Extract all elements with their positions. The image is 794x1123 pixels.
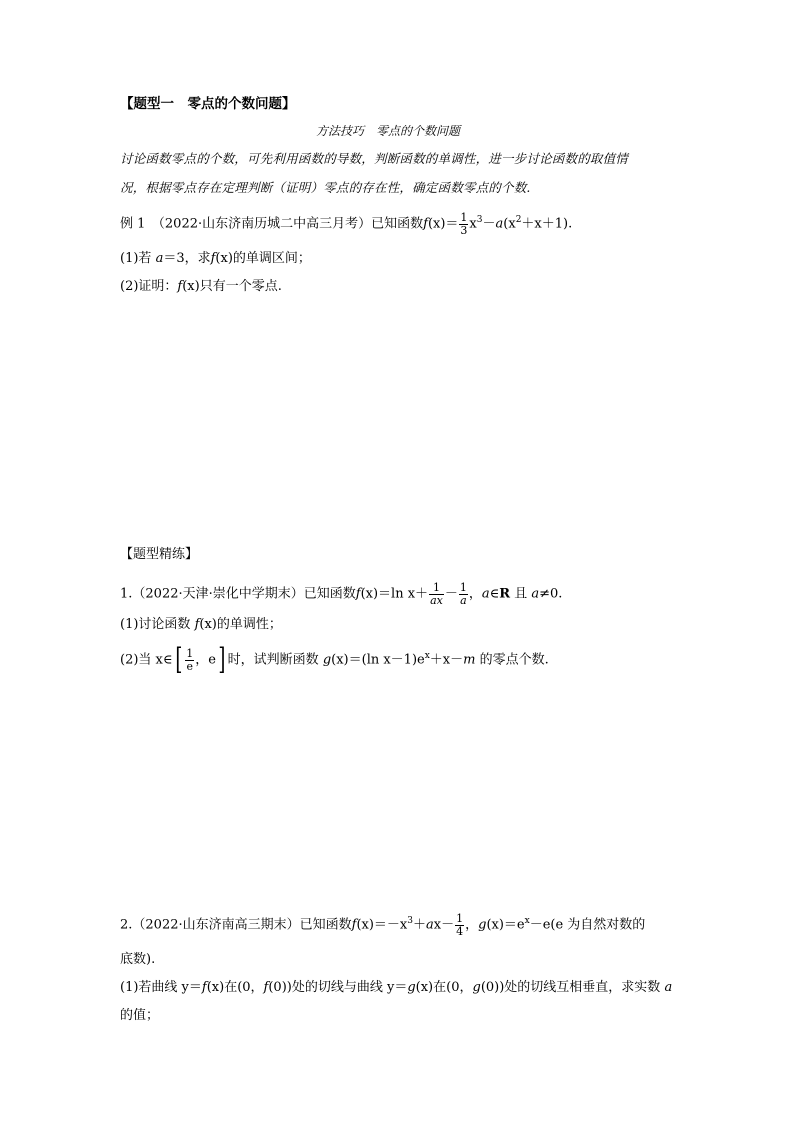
p1q2-g: g [322, 652, 332, 668]
function-eq: (x)＝ [427, 216, 459, 232]
frac-den: 3 [460, 223, 468, 237]
p2-tail: ， [465, 917, 479, 933]
exp-2: 2 [515, 215, 522, 226]
q1-f: f [210, 251, 216, 266]
p2q1-e: (0))处的切线互相垂直，求实数 [480, 980, 665, 995]
p2-exp3: 3 [407, 916, 413, 927]
p2q1-b: (x)在(0， [206, 980, 264, 995]
frac-den: 4 [456, 924, 464, 938]
p1q2-m: m [463, 652, 476, 668]
frac-den: e [186, 659, 193, 673]
example-1-question-1 [120, 251, 311, 267]
frac-den: ax [430, 593, 443, 607]
p1-R: R [499, 586, 511, 602]
p1-minus: － [444, 586, 458, 602]
expr-x: x [469, 216, 477, 232]
practice-title: 【题型精练】 [120, 547, 199, 562]
left-bracket: [ [174, 642, 182, 677]
method-line-2: 况，根据零点存在定理判断（证明）零点的存在性，确定函数零点的个数. [120, 180, 531, 195]
p2q1-g: g [407, 980, 416, 995]
frac-num: 1 [456, 912, 464, 925]
param-a: a [495, 216, 504, 232]
frac-num: 1 [459, 581, 467, 594]
practice-2-line-2: 底数). [120, 952, 156, 967]
practice-2-question-1 [120, 980, 672, 996]
expr-x2: (x [503, 216, 516, 232]
p2q1-d: (x)在(0， [415, 980, 473, 995]
q1-pre: (1)若 [120, 251, 156, 266]
practice-1-statement [120, 582, 562, 606]
frac-num: 1 [186, 646, 194, 660]
example-1-statement [120, 212, 572, 236]
method-title: 方法技巧 零点的个数问题 [316, 124, 461, 138]
p1q2-e: e [208, 652, 216, 668]
frac-num: 1 [460, 211, 468, 224]
expr-minus: － [482, 216, 496, 232]
fraction-one-third [459, 212, 468, 236]
p1q1-pre: (1)讨论函数 [120, 617, 195, 632]
p1q2-comma: ， [195, 652, 209, 668]
practice-1-question-2 [120, 642, 549, 677]
p2q1-a: (1)若曲线 y＝ [120, 980, 202, 995]
p2q1-f2: f [263, 980, 269, 995]
p2-fraction [455, 913, 464, 937]
p2-g: g [478, 917, 487, 933]
p1q2-exp: x [424, 651, 430, 662]
q1-mid: ＝3，求 [163, 251, 211, 266]
practice-2-statement [120, 913, 645, 937]
p2q1-g2: g [472, 980, 481, 995]
p1q2-last: 的零点个数. [475, 652, 549, 668]
p1-mid: (x)＝ln x＋ [360, 586, 429, 602]
p2-f: f [351, 917, 357, 933]
p2q1-f: f [201, 980, 207, 995]
p2-tail2: (x)＝e [486, 917, 525, 933]
method-line-1: 讨论函数零点的个数，可先利用函数的导数，判断函数的单调性，进一步讨论函数的取值情 [120, 151, 629, 166]
p1q1-post: (x)的单调性； [199, 617, 282, 632]
p1q1-f: f [194, 617, 200, 632]
q1-a: a [155, 251, 164, 266]
expr-tail: ＋x＋1). [521, 216, 573, 232]
p1-tail4: ≠0. [539, 586, 563, 602]
p1-tail2: ∈ [489, 586, 500, 602]
p1-prefix: 1.（2022·天津·崇化中学期末）已知函数 [120, 586, 356, 602]
frac-den: a [460, 593, 467, 607]
p1q2-post: (x)＝(ln x－1)e [331, 652, 425, 668]
frac-num: 1 [429, 582, 444, 595]
p1q2-mid: 时，试判断函数 [227, 652, 323, 668]
q2-f: f [177, 279, 183, 294]
p1q2-fraction [185, 648, 194, 672]
practice-1-question-1 [120, 617, 282, 633]
example-1-prefix: 例 1 （2022·山东济南历城二中高三月考）已知函数 [120, 216, 424, 232]
p1-a: a [481, 586, 490, 602]
p2-a: a [426, 917, 434, 933]
p2-mid: (x)＝－x [356, 917, 408, 933]
p1-a2: a [531, 586, 540, 602]
right-bracket: ] [218, 642, 226, 677]
p2q1-c: (0))处的切线与曲线 y＝ [268, 980, 408, 995]
practice-2-question-1-line-2: 的值； [120, 1008, 160, 1023]
p2-tail3: －e(e 为自然对数的 [529, 917, 646, 933]
p1-tail1: ， [468, 586, 482, 602]
section-title: 【题型一 零点的个数问题】 [120, 96, 296, 112]
p1-fraction-2 [459, 582, 468, 606]
q2-post: (x)只有一个零点. [182, 279, 282, 294]
function-f: f [423, 216, 428, 232]
p1-f: f [355, 586, 361, 602]
exp-3: 3 [476, 215, 483, 226]
q1-post: (x)的单调区间； [215, 251, 311, 266]
p2-prefix: 2.（2022·山东济南高三期末）已知函数 [120, 917, 352, 933]
p1-tail3: 且 [510, 586, 532, 602]
p2q1-a2: a [664, 980, 673, 995]
p2-expx: x [524, 916, 530, 927]
p1q2-end: ＋x－ [429, 652, 464, 668]
p2-mid3: x－ [433, 917, 455, 933]
q2-pre: (2)证明： [120, 279, 178, 294]
p2-mid2: ＋ [412, 917, 426, 933]
p1q2-pre: (2)当 x∈ [120, 652, 173, 668]
example-1-question-2 [120, 279, 282, 295]
p1-fraction-1 [429, 582, 444, 606]
